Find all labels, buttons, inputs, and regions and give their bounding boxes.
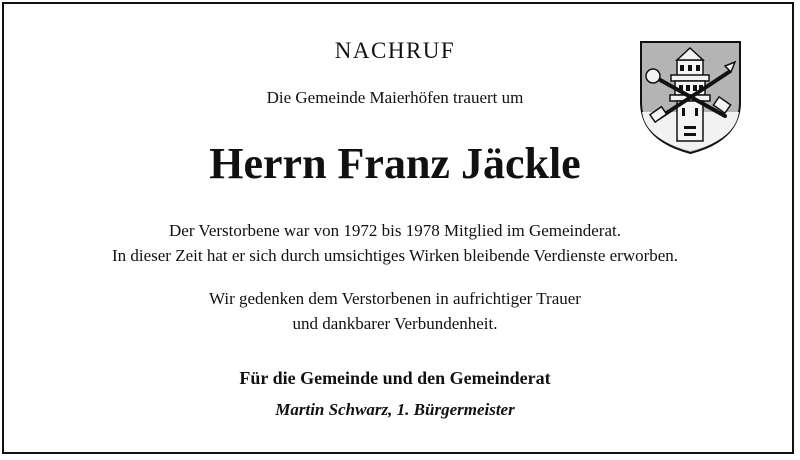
remembrance-paragraph [0, 286, 790, 336]
remembrance-line-2: und dankbarer Verbundenheit. [292, 314, 498, 333]
service-line-1: Der Verstorbene war von 1972 bis 1978 Mitglied im Gemeinderat. [169, 221, 621, 240]
service-paragraph [0, 218, 790, 268]
deceased-name: Herrn Franz Jäckle [209, 139, 581, 188]
key-bow-left [646, 69, 660, 83]
remembrance-line-1: Wir gedenken dem Verstorbenen in aufrichtiger Trauer [209, 289, 581, 308]
signature-name: Martin Schwarz, 1. Bürgermeister [275, 400, 515, 419]
signature-organization: Für die Gemeinde und den Gemeinderat [239, 368, 551, 388]
service-line-2: In dieser Zeit hat er sich durch umsichtiges Wirken bleibende Verdienste erworben. [111, 246, 679, 265]
notice-heading: NACHRUF [334, 38, 456, 63]
notice-intro: Die Gemeinde Maierhöfen trauert um [266, 88, 524, 107]
coat-of-arms-icon [639, 40, 742, 155]
